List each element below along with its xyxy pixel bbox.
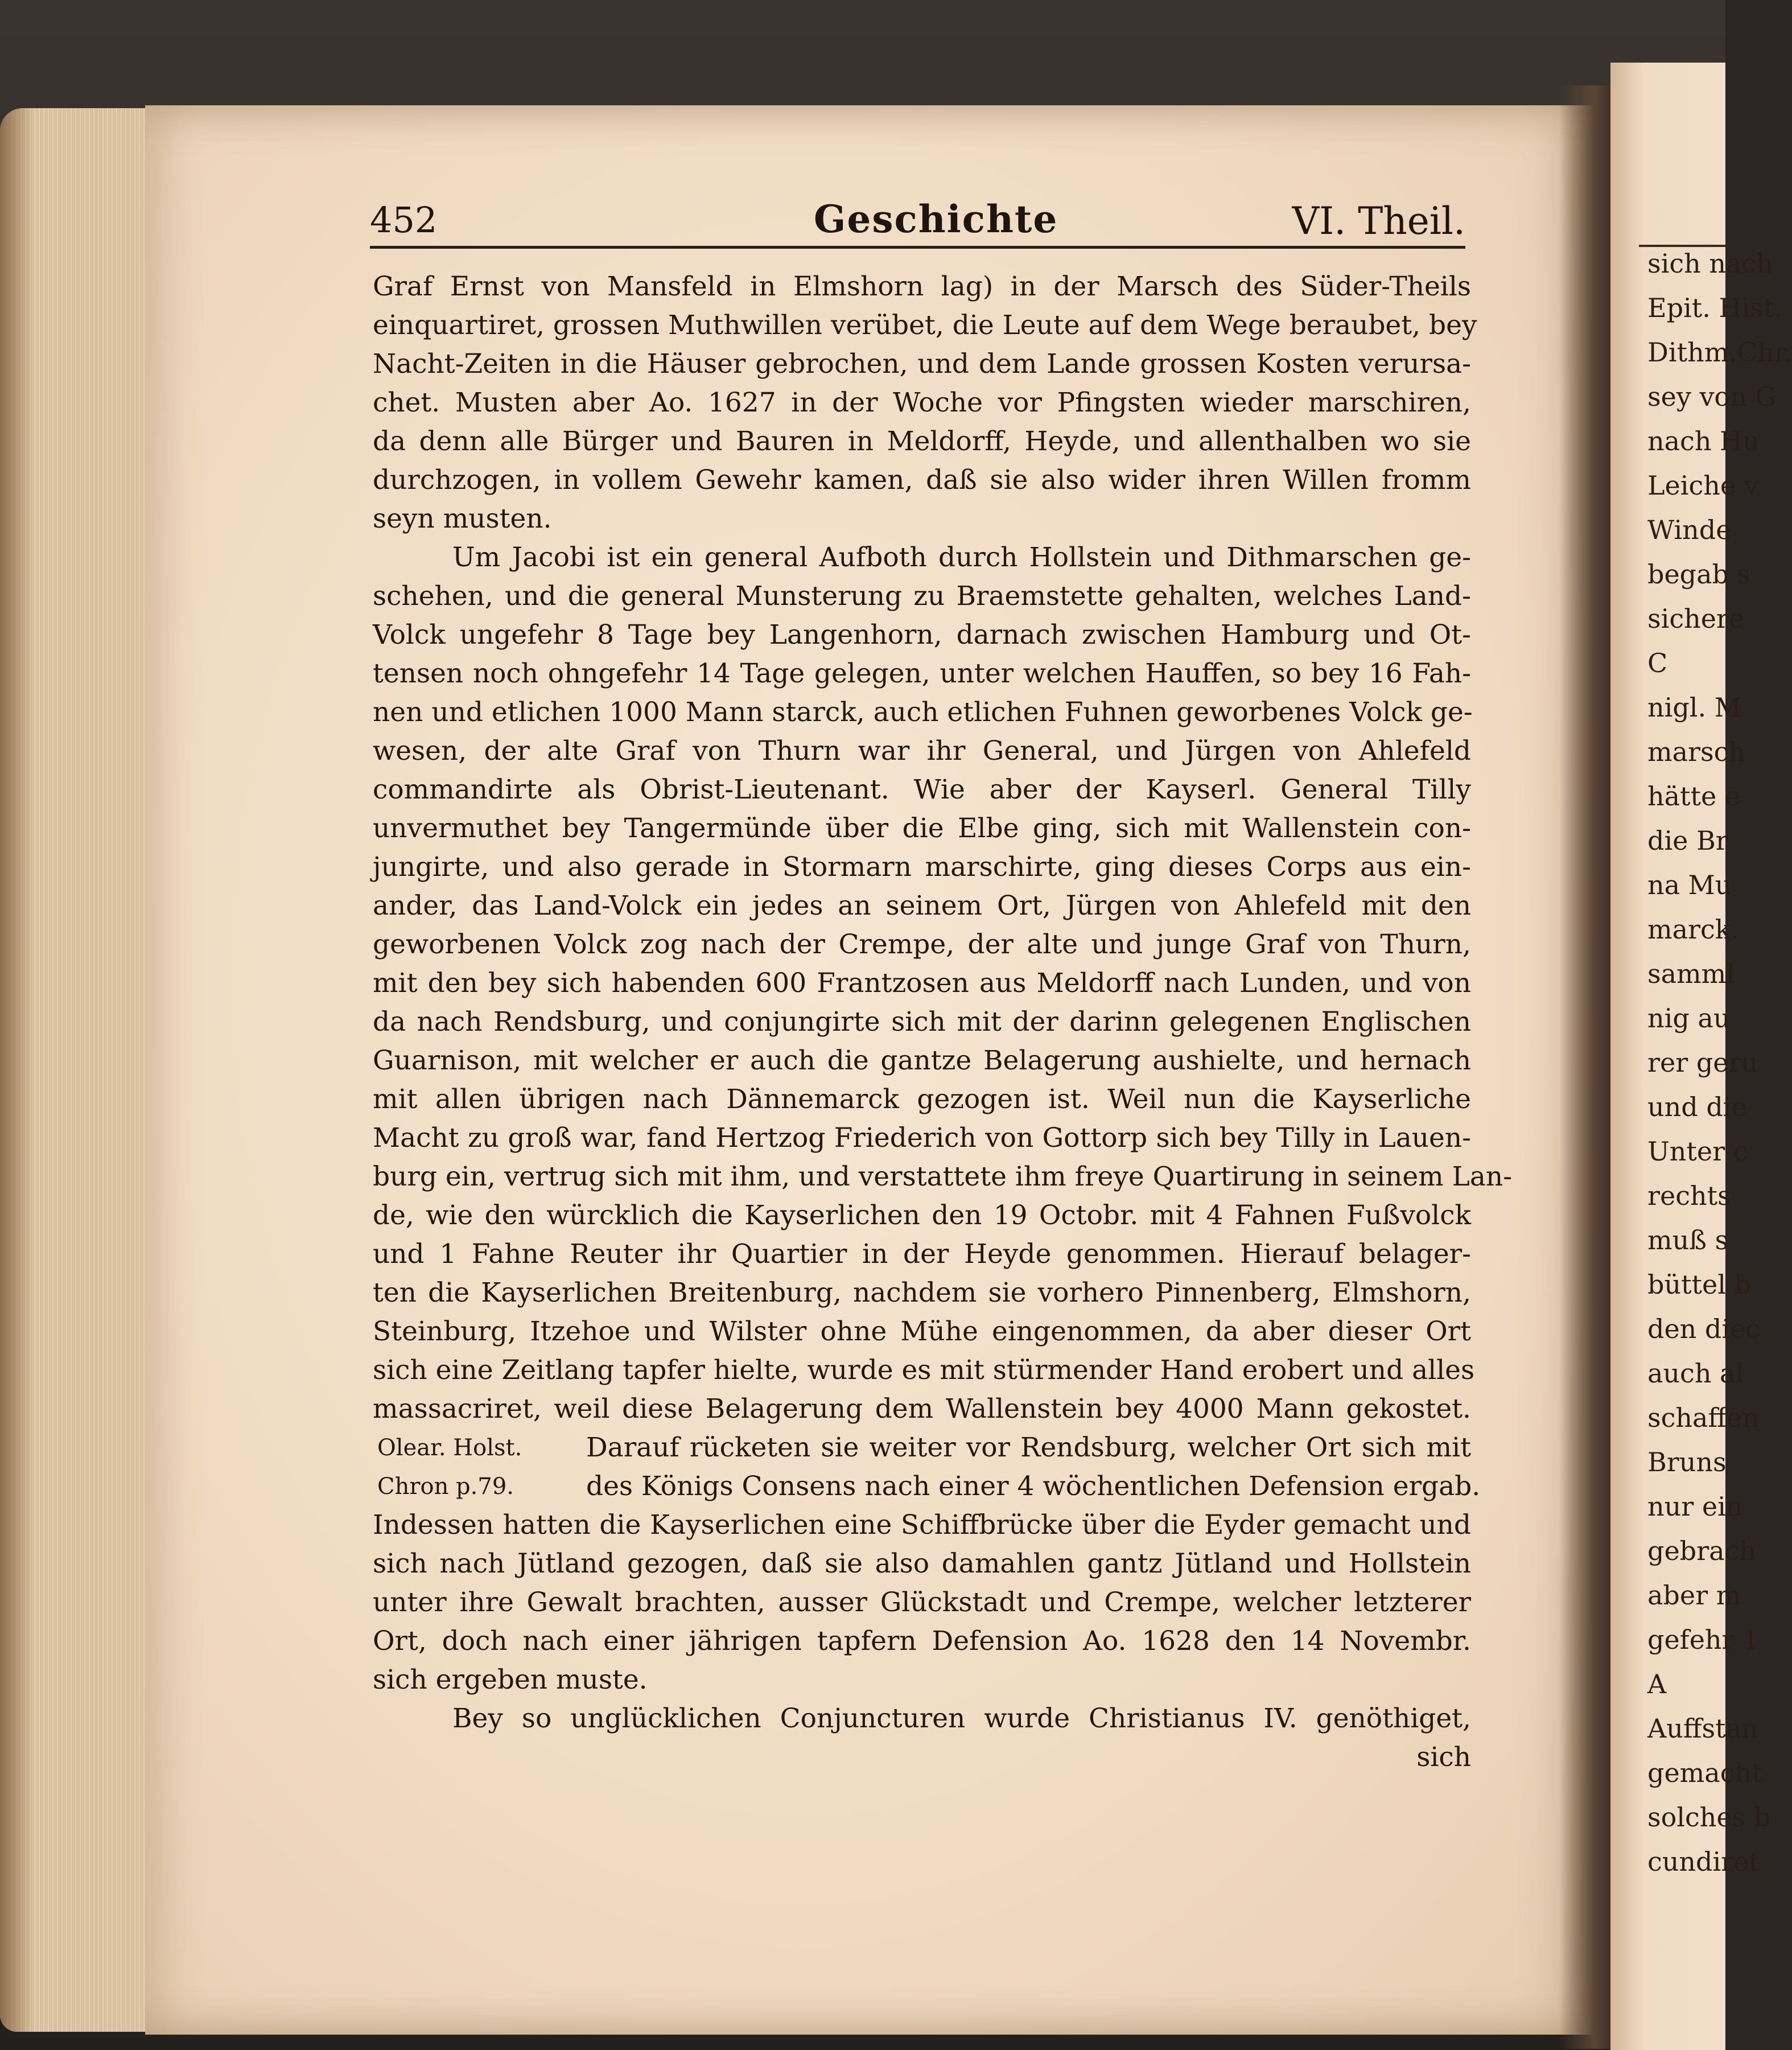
facing-text-line: marck. [1647, 914, 1740, 945]
text-line: Guarnison, mit welcher er auch die gantze Belagerung aushielte, und hernach [373, 1045, 1471, 1076]
header-rule [370, 246, 1465, 249]
page-number: 452 [370, 199, 438, 241]
facing-text-line: muß s [1647, 1225, 1729, 1255]
facing-text-line: nigl. M [1647, 692, 1741, 723]
margin-note-source: Olear. Holst. [377, 1435, 522, 1461]
text-line: Um Jacobi ist ein general Aufboth durch Hollstein und Dithmarschen ge- [452, 542, 1471, 573]
facing-text-line: Winde [1647, 514, 1732, 545]
facing-text-line: Unter c [1647, 1136, 1748, 1167]
facing-text-line: Leiche v [1647, 470, 1759, 501]
text-line: mit den bey sich habenden 600 Frantzosen aus Meldorff nach Lunden, und von [373, 968, 1471, 999]
text-line: da denn alle Bürger und Bauren in Meldorff, Heyde, und allenthalben wo sie [373, 426, 1471, 457]
text-line: des Königs Consens nach einer 4 wöchentlichen Defension ergab. [586, 1471, 1481, 1502]
facing-text-line: hätte e [1647, 781, 1741, 812]
facing-text-line: gefehr 1 [1647, 1624, 1760, 1655]
text-line: da nach Rendsburg, und conjungirte sich mit der darinn gelegenen Englischen [373, 1006, 1471, 1038]
text-line: Graf Ernst von Mansfeld in Elmshorn lag) in der Marsch des Süder-Theils [373, 271, 1471, 302]
text-line: und 1 Fahne Reuter ihr Quartier in der Heyde genommen. Hierauf belager- [373, 1238, 1471, 1270]
facing-text-line: Bruns [1647, 1447, 1727, 1477]
facing-text-line: Auffstan [1647, 1713, 1758, 1744]
text-line: ander, das Land-Volck ein jedes an seinem Ort, Jürgen von Ahlefeld mit den [373, 890, 1471, 921]
facing-text-line: und die [1647, 1092, 1747, 1122]
facing-text-line: schaffen [1647, 1402, 1759, 1433]
text-line: Macht zu groß war, fand Hertzog Friederich von Gottorp sich bey Tilly in Lauen- [373, 1122, 1471, 1154]
text-line: chet. Musten aber Ao. 1627 in der Woche vor Pfingsten wieder marschiren, [373, 387, 1471, 418]
text-line: unvermuthet bey Tangermünde über die Elbe ging, sich mit Wallenstein con- [373, 813, 1471, 844]
text-line: mit allen übrigen nach Dännemarck gezogen ist. Weil nun die Kayserliche [373, 1084, 1471, 1115]
text-line: sich nach Jütland gezogen, daß sie also damahlen gantz Jütland und Hollstein [373, 1548, 1471, 1579]
facing-text-line: auch al [1647, 1358, 1744, 1389]
text-line: massacriret, weil diese Belagerung dem Wallenstein bey 4000 Mann gekostet. [373, 1393, 1471, 1425]
facing-text-line: rechts [1647, 1180, 1731, 1211]
text-line: ten die Kayserlichen Breitenburg, nachdem sie vorhero Pinnenberg, Elmshorn, [373, 1277, 1471, 1308]
facing-text-line: nach Hu [1647, 426, 1760, 456]
text-line: Darauf rücketen sie weiter vor Rendsburg, welcher Ort sich mit [586, 1432, 1471, 1463]
facing-text-line: rer geru [1647, 1047, 1758, 1078]
text-line: nen und etlichen 1000 Mann starck, auch etlichen Fuhnen geworbenes Volck ge- [373, 697, 1473, 728]
facing-text-line: A [1647, 1669, 1667, 1699]
text-line: commandirte als Obrist-Lieutenant. Wie aber der Kayserl. General Tilly [373, 774, 1471, 805]
facing-text-line: samml [1647, 958, 1735, 989]
text-line: wesen, der alte Graf von Thurn war ihr General, und Jürgen von Ahlefeld [373, 735, 1471, 767]
text-line: burg ein, vertrug sich mit ihm, und verstattete ihm freye Quartirung in seinem Lan- [373, 1161, 1513, 1192]
text-line: geworbenen Volck zog nach der Crempe, der alte und junge Graf von Thurn, [373, 929, 1471, 960]
text-line: sich eine Zeitlang tapfer hielte, wurde es mit stürmender Hand erobert und alles [373, 1355, 1475, 1386]
text-line: jungirte, und also gerade in Stormarn marschirte, ging dieses Corps aus ein- [373, 851, 1471, 883]
text-line: Nacht-Zeiten in die Häuser gebrochen, und dem Lande grossen Kosten verursa- [373, 348, 1471, 380]
body-text [373, 267, 1513, 1918]
margin-note-page: Chron p.79. [377, 1473, 514, 1500]
text-line: de, wie den würcklich die Kayserlichen den 19 Octobr. mit 4 Fahnen Fußvolck [373, 1200, 1471, 1231]
facing-text-line: solches b [1647, 1802, 1771, 1833]
catchword: sich [1416, 1742, 1471, 1773]
text-line: Volck ungefehr 8 Tage bey Langenhorn, darnach zwischen Hamburg und Ot- [373, 619, 1471, 651]
running-title: Geschichte [814, 197, 1058, 241]
facing-page-header-rule [1639, 245, 1725, 247]
text-line: Bey so unglücklichen Conjuncturen wurde Christianus IV. genöthiget, [452, 1703, 1471, 1734]
text-line: einquartiret, grossen Muthwillen verübet, die Leute auf dem Wege beraubet, bey [373, 310, 1477, 341]
facing-text-line: den diec [1647, 1314, 1761, 1344]
page-block-shadow [0, 108, 34, 2032]
facing-text-line: nig au [1647, 1003, 1731, 1034]
text-line: tensen noch ohngefehr 14 Tage gelegen, unter welchen Hauffen, so bey 16 Fah- [373, 658, 1471, 689]
facing-text-line: Dithm.Chr. [1647, 337, 1792, 368]
facing-text-line: na Mu [1647, 870, 1732, 900]
text-line: Ort, doch nach einer jährigen tapfern Defension Ao. 1628 den 14 Novembr. [373, 1625, 1471, 1657]
facing-text-line: sich nach [1647, 248, 1773, 279]
part-label: VI. Theil. [1292, 199, 1465, 243]
facing-text-line: marsch [1647, 736, 1746, 767]
text-line: schehen, und die general Munsterung zu Braemstette gehalten, welches Land- [373, 581, 1471, 612]
facing-text-line: gemacht [1647, 1757, 1762, 1788]
facing-text-line: cundiret [1647, 1846, 1760, 1877]
text-line: sich ergeben muste. [373, 1664, 648, 1695]
text-line: durchzogen, in vollem Gewehr kamen, daß sie also wider ihren Willen fromm [373, 464, 1471, 496]
text-line: Indessen hatten die Kayserlichen eine Schiffbrücke über die Eyder gemacht und [373, 1509, 1471, 1541]
facing-text-line: Epit. Hist. [1647, 293, 1783, 323]
running-header [370, 194, 1465, 245]
text-line: Steinburg, Itzehoe und Wilster ohne Mühe eingenommen, da aber dieser Ort [373, 1316, 1471, 1347]
facing-text-line: C [1647, 648, 1668, 678]
facing-text-line: nur ein [1647, 1491, 1743, 1522]
facing-text-line: begab s [1647, 559, 1751, 590]
facing-text-line: die Br [1647, 825, 1728, 856]
text-line: unter ihre Gewalt brachten, ausser Glückstadt und Crempe, welcher letzterer [373, 1587, 1471, 1618]
facing-text-line: büttel b [1647, 1269, 1752, 1300]
facing-text-line: sey von G [1647, 381, 1777, 412]
text-line: seyn musten. [373, 503, 552, 534]
facing-text-line: sichere [1647, 603, 1745, 634]
facing-text-line: aber m [1647, 1580, 1741, 1611]
facing-text-line: gebrach [1647, 1536, 1756, 1566]
